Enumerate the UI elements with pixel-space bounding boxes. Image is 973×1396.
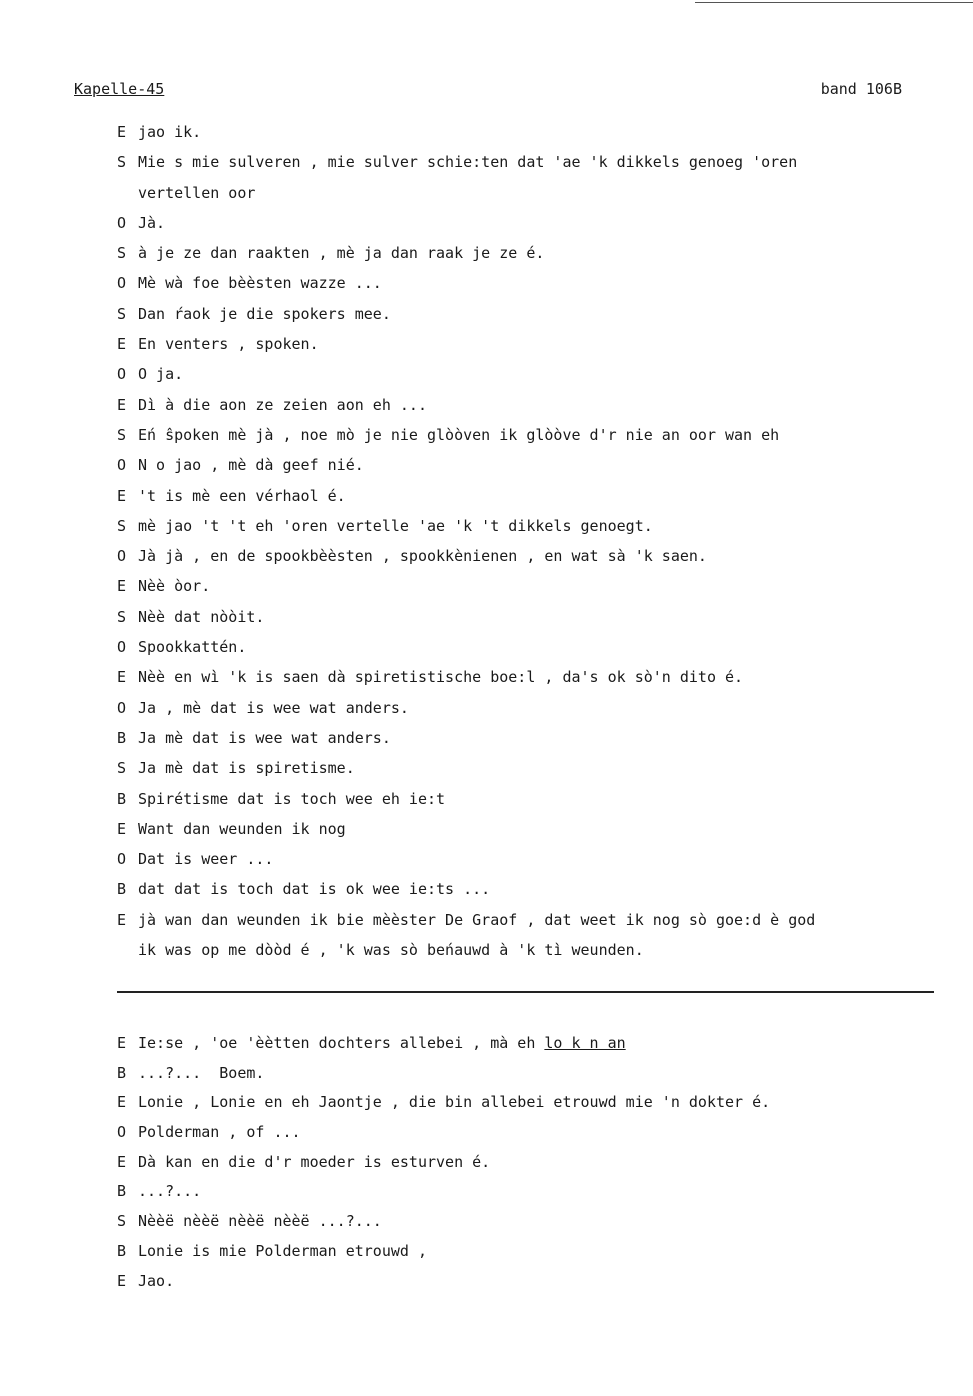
utterance-text: Polderman , of ... xyxy=(138,1123,301,1142)
speaker-label: S xyxy=(117,244,127,263)
speaker-label: S xyxy=(117,516,127,535)
speaker-label: S xyxy=(117,304,127,323)
transcript-line xyxy=(117,787,937,817)
utterance-text: Ja , mè dat is wee wat anders. xyxy=(138,698,409,717)
speaker-label: S xyxy=(117,425,127,444)
utterance-text: Dà kan en die d'r moeder is esturven é. xyxy=(138,1152,491,1171)
speaker-label: E xyxy=(117,335,127,354)
transcript-line xyxy=(117,241,937,271)
speaker-label: B xyxy=(117,789,127,808)
utterance-text: Nèè òor. xyxy=(138,577,211,596)
transcript-line xyxy=(117,1269,937,1299)
transcript-section-2 xyxy=(117,1031,937,1298)
transcript-line xyxy=(117,877,937,907)
transcript-line xyxy=(117,120,937,150)
speaker-label: E xyxy=(117,819,127,838)
utterance-text: Mie s mie sulveren , mie sulver schie:ten dat 'ae 'k dikkels genoeg 'oren xyxy=(138,153,798,172)
utterance-text: Dat is weer ... xyxy=(138,850,274,869)
transcript-line xyxy=(117,271,937,301)
transcript-line xyxy=(117,544,937,574)
utterance-text: Lonie is mie Polderman etrouwd , xyxy=(138,1241,427,1260)
transcript-line xyxy=(117,1150,937,1180)
utterance-text: Ja mè dat is spiretisme. xyxy=(138,759,355,778)
utterance-text: Lonie , Lonie en eh Jaontje , die bin allebei etrouwd mie 'n dokter é. xyxy=(138,1093,771,1112)
transcript-line xyxy=(117,362,937,392)
speaker-label: E xyxy=(117,910,127,929)
utterance-text: Eń ŝpoken mè jà , noe mò je nie glòòven ik glòòve d'r nie an oor wan eh xyxy=(138,425,780,444)
speaker-label: E xyxy=(117,486,127,505)
speaker-label: E xyxy=(117,1271,127,1290)
transcript-line xyxy=(117,696,937,726)
speaker-label: O xyxy=(117,1123,127,1142)
section-divider xyxy=(117,991,934,993)
speaker-label: E xyxy=(117,668,127,687)
speaker-label: O xyxy=(117,547,127,566)
underlined-fragment: lo k n an xyxy=(544,1034,626,1052)
speaker-label: B xyxy=(117,1182,127,1201)
top-rule xyxy=(695,2,973,3)
speaker-label: B xyxy=(117,880,127,899)
utterance-text: jao ik. xyxy=(138,123,202,141)
utterance-text: Nèè dat nòòit. xyxy=(138,607,265,626)
speaker-label: O xyxy=(117,638,127,657)
speaker-label: O xyxy=(117,365,127,384)
transcript-line xyxy=(117,1120,937,1150)
speaker-label: O xyxy=(117,456,127,475)
utterance-text: ...?... Boem. xyxy=(138,1063,265,1082)
speaker-label: S xyxy=(117,759,127,778)
transcript-line xyxy=(117,938,937,968)
utterance-text: Spookkattén. xyxy=(138,638,247,657)
transcript-line xyxy=(117,484,937,514)
utterance-text: Jao. xyxy=(138,1271,175,1290)
tape-reference: band 106B xyxy=(820,80,902,98)
transcript-line xyxy=(117,302,937,332)
speaker-label: E xyxy=(117,123,127,141)
speaker-label: E xyxy=(117,1034,127,1052)
transcript-line xyxy=(117,605,937,635)
utterance-text: Spirétisme dat is toch wee eh ie:t xyxy=(138,789,446,808)
utterance-text: vertellen oor xyxy=(138,183,256,202)
transcript-line xyxy=(117,1179,937,1209)
utterance-text: Dan ŕaok je die spokers mee. xyxy=(138,304,391,323)
utterance-text: Jà. xyxy=(138,213,166,232)
utterance-text: Want dan weunden ik nog xyxy=(138,819,346,838)
transcript-line xyxy=(117,908,937,938)
transcript-line xyxy=(117,1239,937,1269)
utterance-text: Dì à die aon ze zeien aon eh ... xyxy=(138,395,427,414)
transcript-line xyxy=(117,726,937,756)
transcript-line xyxy=(117,1061,937,1091)
speaker-label: E xyxy=(117,1152,127,1171)
transcript-line xyxy=(117,847,937,877)
transcript-line xyxy=(117,817,937,847)
speaker-label: O xyxy=(117,274,127,293)
transcript-line xyxy=(117,423,937,453)
transcript-line xyxy=(117,514,937,544)
speaker-label: O xyxy=(117,213,127,232)
speaker-label: S xyxy=(117,1212,127,1231)
utterance-text: à je ze dan raakten , mè ja dan raak je ze é. xyxy=(138,244,545,263)
utterance-text: mè jao 't 't eh 'oren vertelle 'ae 'k 't dikkels genoegt. xyxy=(138,516,653,535)
utterance-text: dat dat is toch dat is ok wee ie:ts ... xyxy=(138,880,491,899)
transcript-line xyxy=(117,332,937,362)
speaker-label: O xyxy=(117,850,127,869)
transcript-section-1 xyxy=(117,120,937,968)
transcript-line xyxy=(117,1209,937,1239)
utterance-text: N o jao , mè dà geef nié. xyxy=(138,456,364,475)
speaker-label: O xyxy=(117,698,127,717)
speaker-label: E xyxy=(117,1093,127,1112)
utterance-text: ik was op me dòòd é , 'k was sò beńauwd à 'k tì weunden. xyxy=(138,941,644,960)
utterance-text: Jà jà , en de spookbèèsten , spookkènienen , en wat sà 'k saen. xyxy=(138,547,707,566)
utterance-text: ...?... xyxy=(138,1182,202,1201)
transcript-line xyxy=(117,635,937,665)
speaker-label: E xyxy=(117,577,127,596)
utterance-text: O ja. xyxy=(138,365,184,384)
utterance-text: Nèè en wì 'k is saen dà spiretistische boe:l , da's ok sò'n dito é. xyxy=(138,668,744,687)
transcript-line xyxy=(117,1090,937,1120)
utterance-text: 't is mè een vérhaol é. xyxy=(138,486,346,505)
speaker-label: B xyxy=(117,1063,127,1082)
transcript-line xyxy=(117,756,937,786)
transcript-line xyxy=(117,150,937,180)
utterance-text: En venters , spoken. xyxy=(138,335,319,354)
transcript-line xyxy=(117,181,937,211)
page-header xyxy=(74,80,902,102)
speaker-label: B xyxy=(117,728,127,747)
transcript-line xyxy=(117,1031,937,1061)
utterance-text: Ie:se , 'oe 'èètten dochters allebei , mà eh xyxy=(138,1034,545,1052)
transcript-line xyxy=(117,574,937,604)
speaker-label: S xyxy=(117,607,127,626)
utterance-text: Ja mè dat is wee wat anders. xyxy=(138,728,391,747)
transcript-line xyxy=(117,211,937,241)
speaker-label: B xyxy=(117,1241,127,1260)
speaker-label: E xyxy=(117,395,127,414)
speaker-label: S xyxy=(117,153,127,172)
utterance-text: Nèèë nèèë nèèë nèèë ...?... xyxy=(138,1212,382,1231)
transcript-line xyxy=(117,665,937,695)
transcript-line xyxy=(117,453,937,483)
transcript-line xyxy=(117,393,937,423)
utterance-text: jà wan dan weunden ik bie mèèster De Graof , dat weet ik nog sò goe:d è god xyxy=(138,910,816,929)
utterance-text: Mè wà foe bèèsten wazze ... xyxy=(138,274,382,293)
document-id: Kapelle-45 xyxy=(74,80,165,98)
